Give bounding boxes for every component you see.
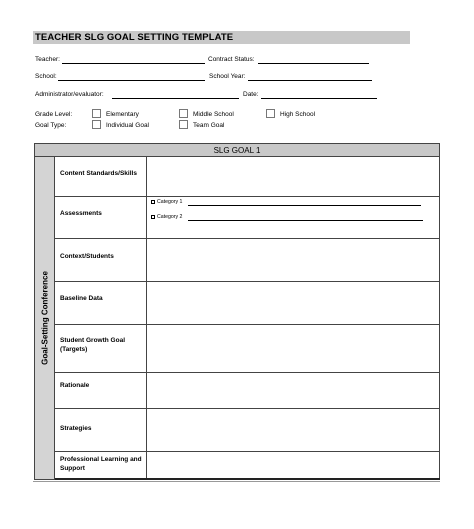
row-divider	[55, 324, 440, 325]
row-divider	[55, 196, 440, 197]
teacher-field[interactable]	[62, 63, 205, 64]
category-1-label: Category 1	[157, 199, 183, 205]
high-school-label: High School	[280, 111, 316, 118]
category-1-checkbox[interactable]	[151, 200, 155, 204]
row-divider	[55, 281, 440, 282]
row-label-content-standards: Content Standards/Skills	[60, 170, 137, 177]
elementary-label: Elementary	[106, 111, 139, 118]
school-year-label: School Year:	[209, 73, 246, 80]
category-2-label: Category 2	[157, 214, 183, 220]
goal-type-label: Goal Type:	[35, 122, 67, 129]
row-label-rationale: Rationale	[60, 382, 90, 389]
individual-goal-checkbox[interactable]	[92, 120, 101, 129]
table-bottom-border	[55, 478, 440, 480]
date-field[interactable]	[261, 98, 377, 99]
row-label-strategies: Strategies	[60, 425, 92, 432]
team-goal-label: Team Goal	[193, 122, 225, 129]
contract-status-field[interactable]	[258, 63, 369, 64]
row-divider	[55, 238, 440, 239]
category-2-checkbox[interactable]	[151, 215, 155, 219]
page-title: TEACHER SLG GOAL SETTING TEMPLATE	[35, 32, 234, 43]
high-school-checkbox[interactable]	[266, 109, 275, 118]
category-2-field[interactable]	[188, 220, 423, 221]
elementary-checkbox[interactable]	[92, 109, 101, 118]
row-label-context-students: Context/Students	[60, 253, 114, 260]
administrator-label: Administrator/evaluator:	[35, 91, 104, 98]
column-divider	[146, 157, 147, 479]
category-2-item	[151, 214, 182, 220]
grade-level-label: Grade Level:	[35, 111, 73, 118]
row-label-student-growth-goal: Student Growth Goal (Targets)	[60, 337, 125, 353]
date-label: Date:	[243, 91, 259, 98]
row-divider	[55, 372, 440, 373]
table-shadow-line	[33, 481, 440, 482]
category-1-item	[151, 199, 182, 205]
row-label-assessments: Assessments	[60, 210, 102, 217]
row-divider	[55, 408, 440, 409]
row-label-professional-learning: Professional Learning and Support	[60, 456, 142, 472]
teacher-label: Teacher:	[35, 56, 60, 63]
middle-school-label: Middle School	[193, 111, 234, 118]
row-label-baseline-data: Baseline Data	[60, 295, 103, 302]
contract-status-label: Contract Status:	[208, 56, 255, 63]
side-label: Goal-Setting Conference	[40, 271, 50, 365]
administrator-field[interactable]	[112, 98, 239, 99]
category-1-field[interactable]	[188, 205, 421, 206]
team-goal-checkbox[interactable]	[179, 120, 188, 129]
row-divider	[55, 451, 440, 452]
individual-goal-label: Individual Goal	[106, 122, 149, 129]
school-year-field[interactable]	[248, 80, 372, 81]
school-label: School:	[35, 73, 57, 80]
table-header: SLG GOAL 1	[213, 146, 261, 155]
school-field[interactable]	[58, 80, 205, 81]
middle-school-checkbox[interactable]	[179, 109, 188, 118]
